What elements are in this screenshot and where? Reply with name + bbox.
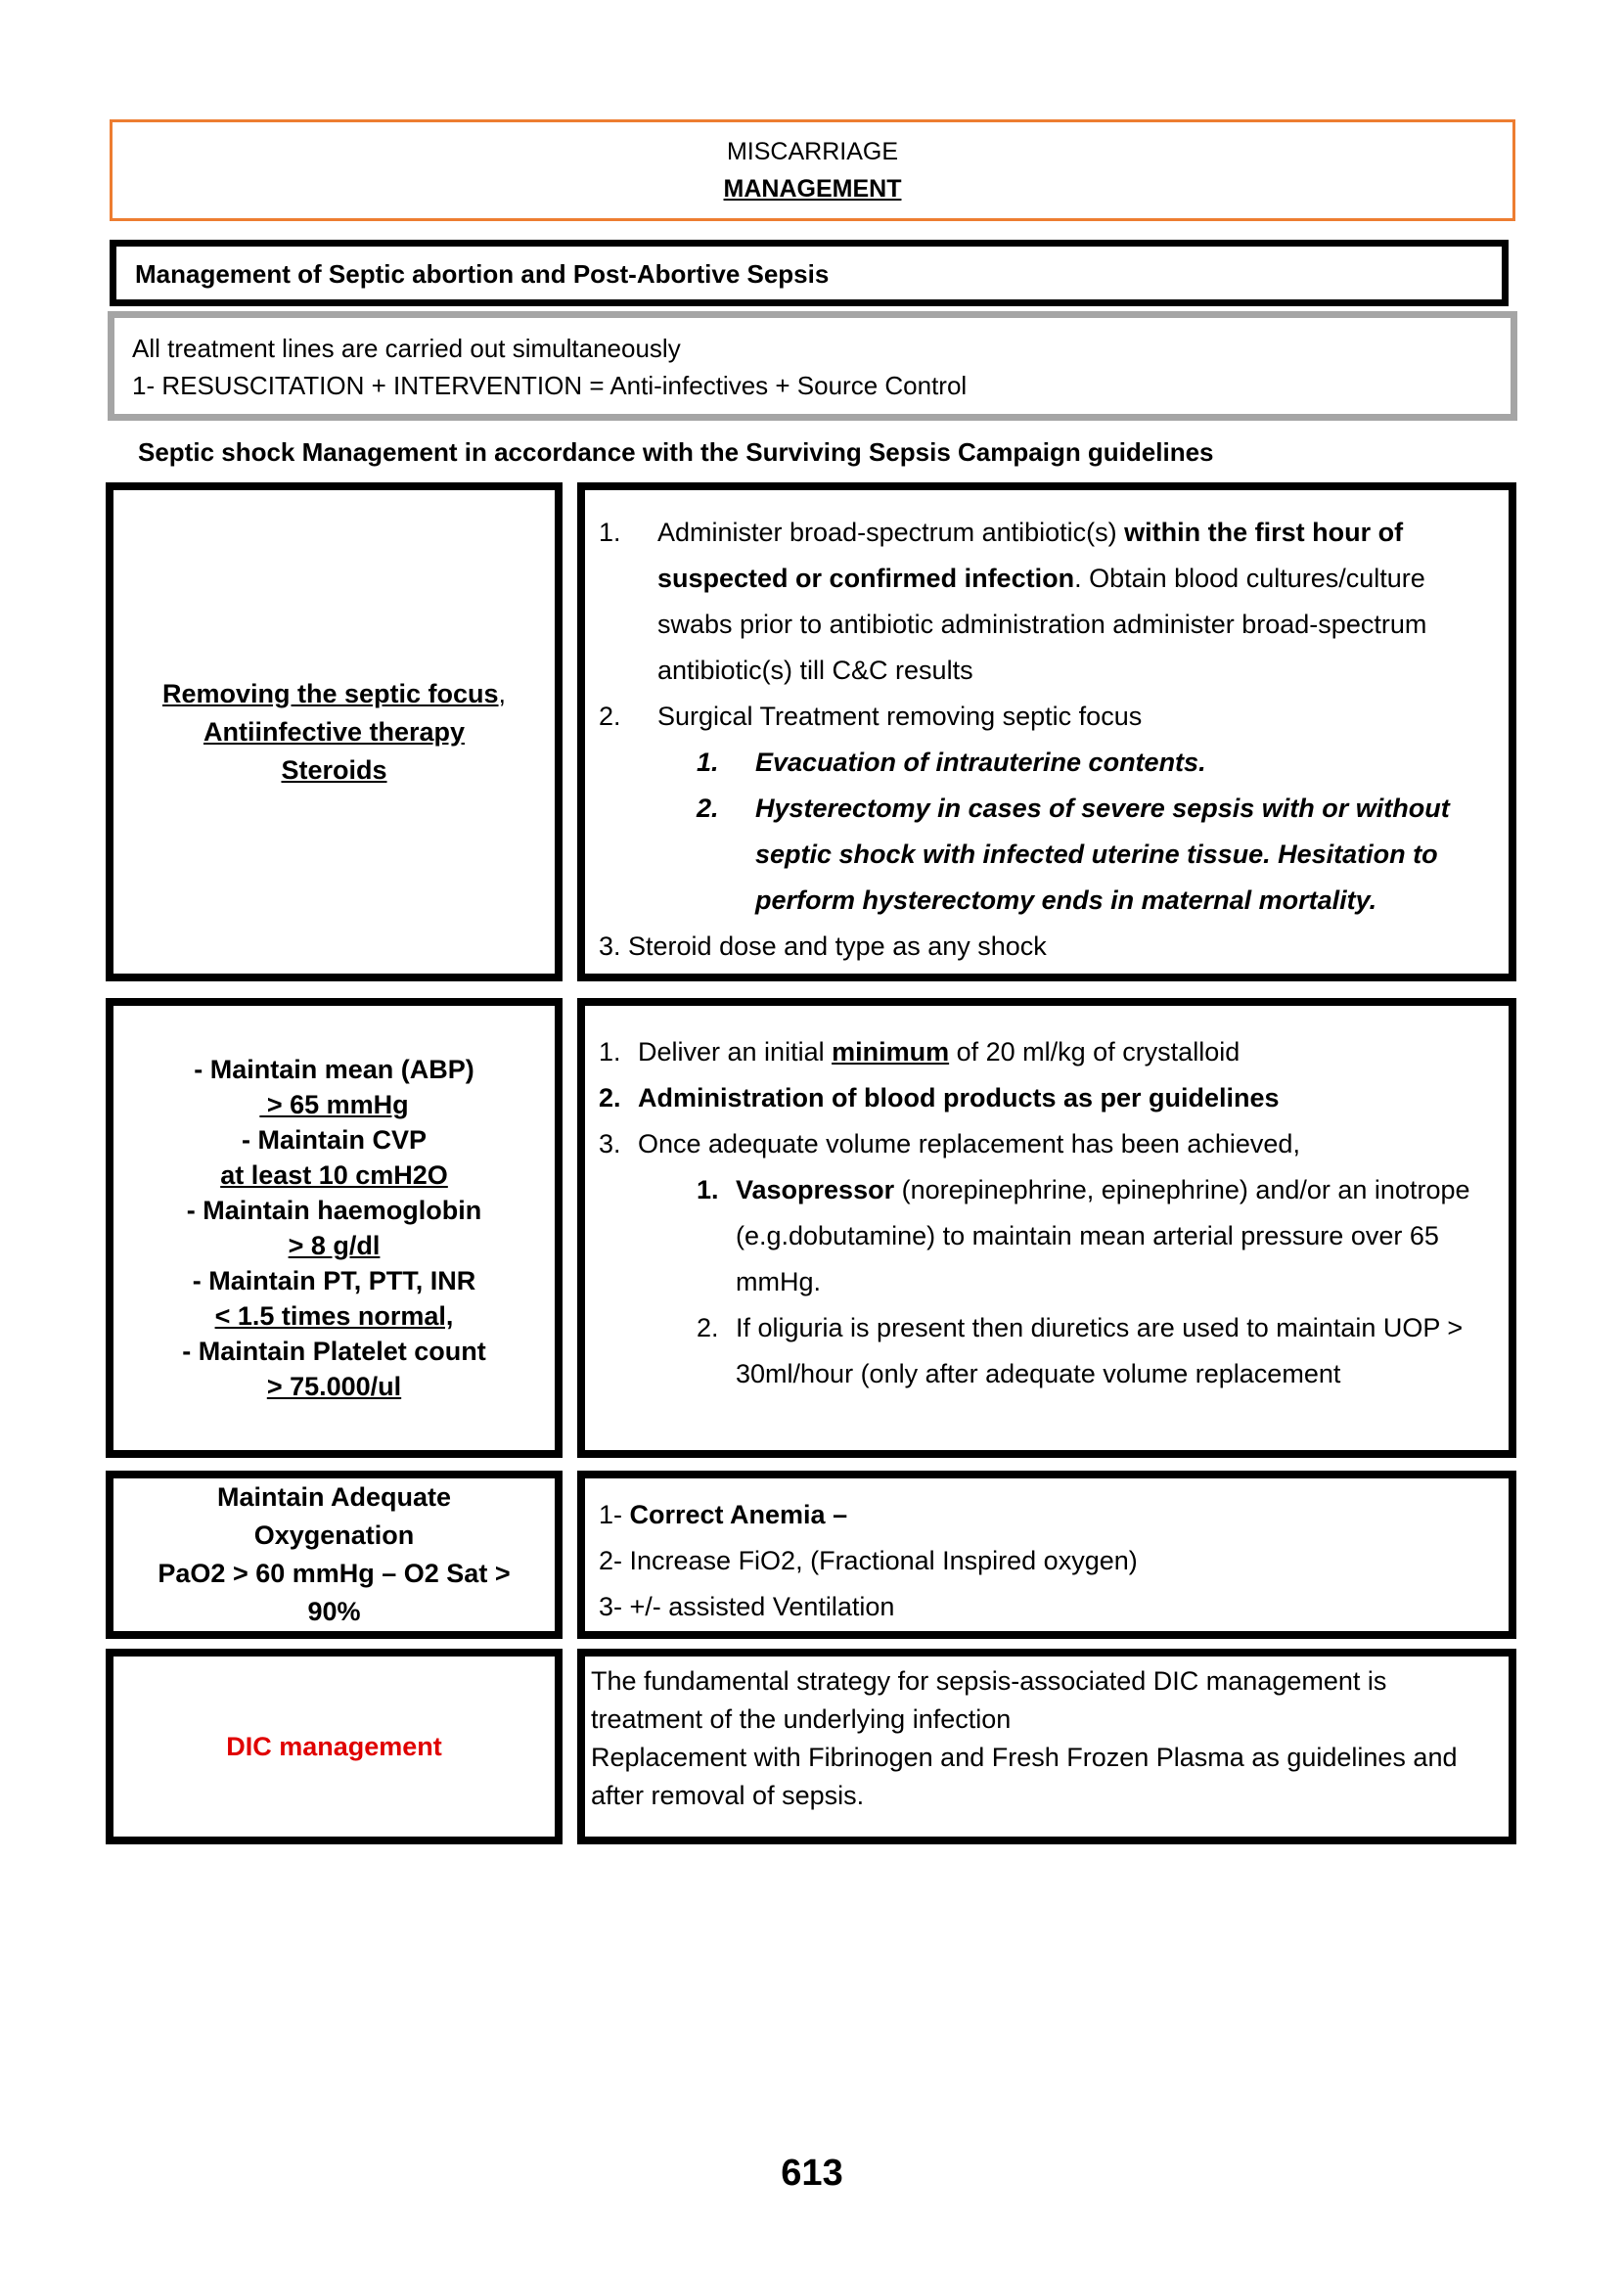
note-line: All treatment lines are carried out simultaneously	[132, 334, 681, 363]
list-item	[599, 694, 1495, 740]
label-line: - Maintain mean (ABP)	[194, 1055, 474, 1084]
sub-list-item	[599, 786, 1495, 924]
label-value: > 65 mmHg	[259, 1090, 409, 1119]
row-1-content-cell	[577, 482, 1516, 981]
sub-list-item	[599, 740, 1495, 786]
list-number: 1.	[599, 1037, 621, 1067]
sub-list-item	[599, 1167, 1495, 1305]
list-number: 2.	[697, 794, 719, 823]
item-emphasis: Vasopressor	[736, 1175, 895, 1204]
item-text: Evacuation of intrauterine contents.	[755, 748, 1206, 777]
paragraph: The fundamental strategy for sepsis-associated DIC management is treatment of the underlying infection	[591, 1666, 1387, 1734]
label-line: - Maintain Platelet count	[182, 1337, 486, 1366]
item-text: Deliver an initial	[638, 1037, 833, 1067]
note-line: 1- RESUSCITATION + INTERVENTION = Anti-infectives + Source Control	[132, 371, 968, 400]
item-text: Administer broad-spectrum antibiotic(s)	[657, 518, 1125, 547]
list-number: 3.	[599, 1129, 621, 1158]
list-number: 2.	[599, 1083, 621, 1112]
topic-title: Management of Septic abortion and Post-Abortive Sepsis	[135, 259, 830, 289]
list-number: 1.	[697, 1175, 719, 1204]
paragraph: Replacement with Fibrinogen and Fresh Frozen Plasma as guidelines and after removal of sepsis.	[591, 1743, 1458, 1810]
list-number: 1-	[599, 1500, 630, 1529]
row-2-content-cell	[577, 998, 1516, 1458]
label-line: 90%	[307, 1597, 361, 1626]
row-4-label-cell	[106, 1649, 563, 1844]
item-text: Surgical Treatment removing septic focus	[657, 702, 1143, 731]
label-value: at least 10 cmH2O	[220, 1160, 448, 1190]
list-item: 2- Increase FiO2, (Fractional Inspired oxygen)	[599, 1546, 1138, 1575]
dic-label: DIC management	[226, 1731, 442, 1761]
list-item	[599, 510, 1495, 694]
label-value: > 8 g/dl	[288, 1231, 381, 1260]
summary-note-box	[108, 311, 1517, 421]
label-line: Antiinfective therapy	[203, 716, 466, 747]
label-value: < 1.5 times normal,	[214, 1301, 454, 1331]
item-emphasis: minimum	[832, 1037, 950, 1067]
document-title-box	[110, 119, 1515, 221]
item-text: Hysterectomy in cases of severe sepsis with or without septic shock with infected uterine tissue. Hesitation to perform hysterectomy ends in maternal mortality.	[755, 794, 1450, 915]
list-item: 3- +/- assisted Ventilation	[599, 1592, 895, 1621]
item-emphasis: within the first hour of suspected or confirmed infection	[657, 518, 1404, 593]
list-number: 1.	[599, 518, 621, 547]
item-text: If oliguria is present then diuretics are used to maintain UOP > 30ml/hour (only after adequate volume replacement	[736, 1313, 1464, 1388]
row-3-label-cell	[106, 1471, 563, 1639]
row-3-content-cell	[577, 1471, 1516, 1639]
item-text: of 20 ml/kg of crystalloid	[949, 1037, 1241, 1067]
row-4-content-cell	[577, 1649, 1516, 1844]
label-value: > 75.000/ul	[266, 1372, 402, 1401]
item-emphasis: Correct Anemia –	[629, 1500, 848, 1529]
item-text: Administration of blood products as per guidelines	[638, 1083, 1280, 1112]
row-2-label-cell	[106, 998, 563, 1458]
list-item	[599, 1492, 1495, 1538]
list-item	[599, 1121, 1495, 1167]
list-number: 1.	[697, 748, 719, 777]
list-number: 2.	[599, 702, 621, 731]
label-line: PaO2 > 60 mmHg – O2 Sat >	[158, 1559, 511, 1588]
label-line: Removing the septic focus	[161, 678, 499, 708]
label-line: Maintain Adequate	[216, 1482, 452, 1512]
label-line: - Maintain PT, PTT, INR	[192, 1266, 476, 1295]
page-number: 613	[781, 2153, 843, 2194]
sub-list-item	[599, 1305, 1495, 1397]
label-line: Oxygenation	[253, 1521, 415, 1550]
list-number: 2.	[697, 1313, 719, 1342]
item-text: Once adequate volume replacement has been achieved,	[638, 1129, 1300, 1158]
label-punctuation: ,	[498, 678, 507, 708]
section-heading: Septic shock Management in accordance with the Surviving Sepsis Campaign guidelines	[138, 437, 1214, 467]
topic-header	[110, 240, 1509, 306]
row-1-label-cell	[106, 482, 563, 981]
item-text: (norepinephrine, epinephrine) and/or an inotrope (e.g.dobutamine) to maintain mean arterial pressure over 65 mmHg.	[736, 1175, 1470, 1296]
section-title: MANAGEMENT	[723, 175, 902, 203]
label-line: Steroids	[281, 754, 387, 785]
chapter-title: MISCARRIAGE	[726, 138, 899, 165]
list-item	[599, 1075, 1495, 1121]
list-item: 3. Steroid dose and type as any shock	[599, 931, 1047, 961]
list-item	[599, 1029, 1495, 1075]
label-line: - Maintain CVP	[241, 1125, 427, 1155]
label-line: - Maintain haemoglobin	[186, 1196, 482, 1225]
item-text: . Obtain blood cultures/culture swabs prior to antibiotic administration administer broad-spectrum antibiotic(s) till C&C results	[657, 564, 1427, 685]
